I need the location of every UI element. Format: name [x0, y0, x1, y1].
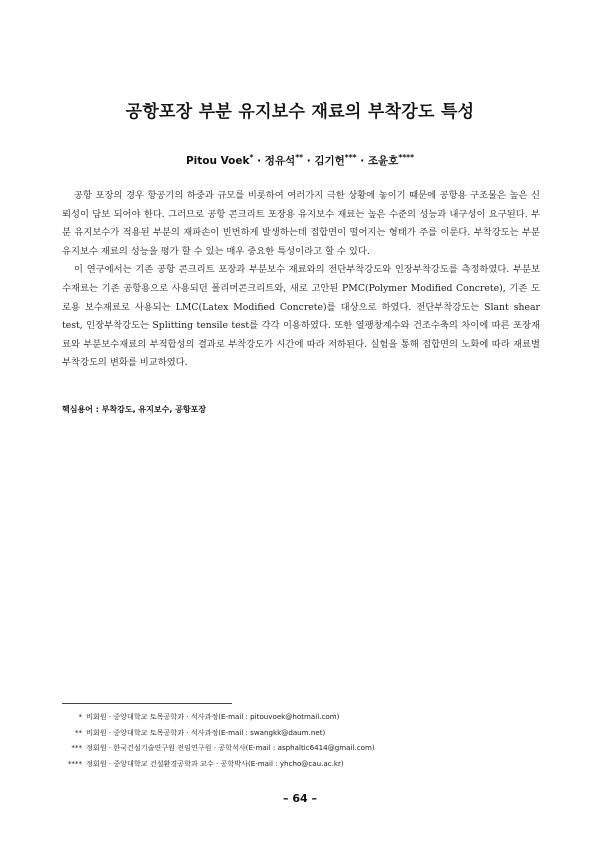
footnote [56, 709, 546, 725]
keywords: 핵심용어 : 부착강도, 유지보수, 공항포장 [62, 405, 207, 414]
footnote-text: 비회원 · 중앙대학교 토목공학과 · 석사과정(E-mail : pitouvoek@hotmail.com) [86, 712, 340, 721]
author-name: 정유석 [264, 155, 296, 167]
footnote-text: 정회원 · 중앙대학교 건설환경공학과 교수 · 공학박사(E-mail : yhcho@cau.ac.kr) [86, 758, 344, 768]
author-name: 김기헌 [314, 155, 345, 167]
abstract-paragraph: 공항 포장의 경우 항공기의 하중과 규모를 비롯하여 여러가지 극한 상황에 놓이기 때문에 공항용 구조물은 높은 신뢰성이 담보 되어야 한다. 그러므로 공항 콘크리트 포장용 유지보수 재료는 높은 수준의 성능과 내구성이 요구된다. 부분 유지보수가 적용된 부분의 재파손이 빈번하게 발생하는데 접합면이 떨어지는 형태가 주를 이룬다. 부착강도는 부분 유지보수 재료의 성능을 평가 할 수 있는 매우 중요한 특성이라고 할 수 있다. [62, 190, 540, 257]
paper-title: 공항포장 부분 유지보수 재료의 부착강도 특성 [125, 102, 475, 122]
footnote-mark: * [78, 712, 82, 721]
footnote [56, 725, 546, 741]
author-name: 조윤호 [367, 155, 399, 167]
footnote-text: 정회원 · 한국건설기술연구원 전임연구원 · 공학석사(E-mail : asphaltic6414@gmail.com) [86, 743, 375, 753]
footnotes [56, 709, 546, 771]
author-mark: ** [295, 153, 304, 162]
footnote [56, 740, 546, 756]
author-separator: · [303, 155, 315, 167]
author-list [0, 153, 600, 168]
footnote-text: 비회원 · 중앙대학교 토목공학과 · 석사과정(E-mail : swangkk@daum.net) [86, 727, 326, 737]
abstract-paragraph: 이 연구에서는 기존 공항 콘크리트 포장과 부분보수 재료와의 전단부착강도와 인장부착강도를 측정하였다. 부분보수재료는 기존 공항용으로 사용되던 폴리머콘크리트와, 새로 고안된 PMC(Polymer Modified Concrete), 기존 도로용 보수재료로 사용되는 LMC(Latex Modified Concrete)를 대상으로 하였다. 전단부착강도는 Slant shear test, 인장부착강도는 Splitting tensile test를 각각 이용하였다. 또한 열팽창계수와 건조수축의 차이에 따른 포장재료와 부분보수재료의 부적합성의 결과로 부착강도가 시간에 따라 저하된다. 실험을 통해 접합면의 노화에 따라 재료별 부착강도의 변화를 비교하였다. [62, 264, 540, 369]
footnote-mark: **** [67, 758, 82, 768]
footnote-divider [62, 703, 232, 704]
author-separator: · [253, 155, 265, 167]
author-mark: **** [398, 153, 415, 162]
page-number: – 64 – [283, 792, 317, 805]
footnote-mark: *** [71, 743, 82, 753]
author-mark: * [249, 153, 254, 162]
author-mark: *** [344, 153, 357, 162]
author-separator: · [356, 155, 368, 167]
footnote [56, 756, 546, 772]
abstract [62, 187, 540, 373]
author-name: Pitou Voek [185, 155, 250, 167]
footnote-mark: ** [74, 727, 82, 737]
